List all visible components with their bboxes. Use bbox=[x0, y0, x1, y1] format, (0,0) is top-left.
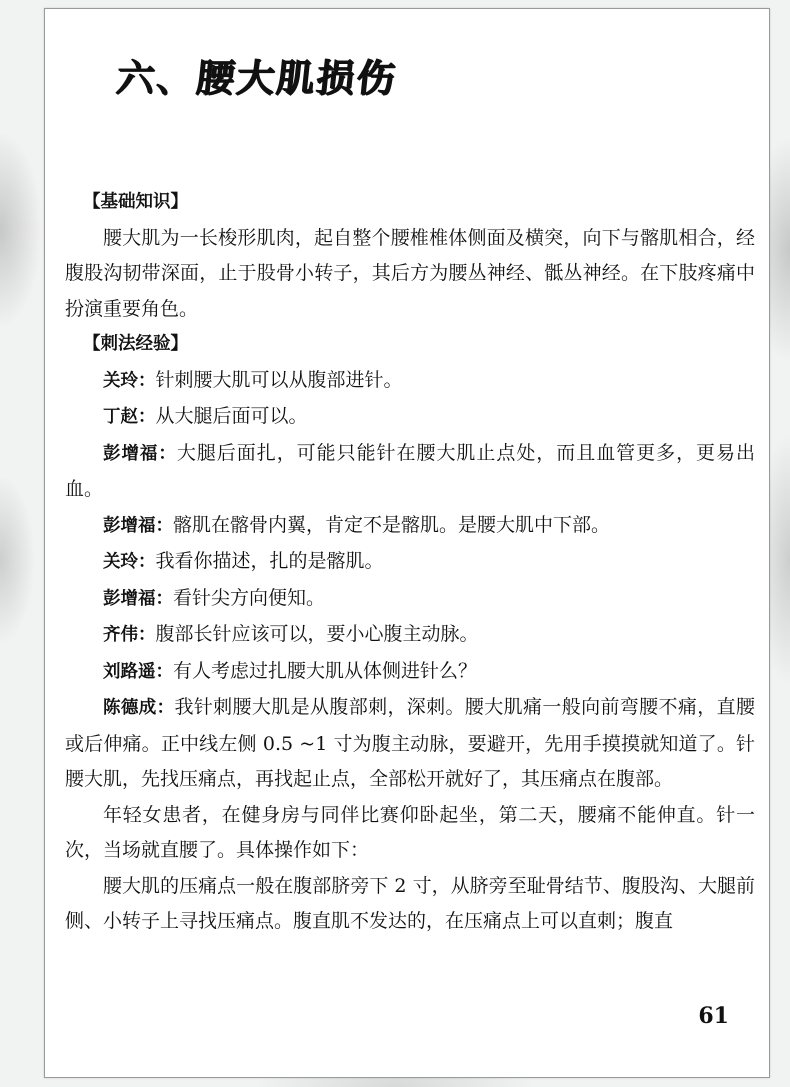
dialog-line bbox=[65, 617, 755, 654]
dialog-text: 我看你描述，扎的是髂肌。 bbox=[155, 550, 384, 572]
speaker-name: 丁赵： bbox=[103, 407, 156, 427]
dialog-text: 腹部长针应该可以，要小心腹主动脉。 bbox=[155, 623, 479, 645]
dialog-line bbox=[65, 690, 755, 798]
basic-paragraph: 腰大肌为一长梭形肌肉，起自整个腰椎椎体侧面及横突，向下与髂肌相合，经腹股沟韧带深面，止于股骨小转子，其后方为腰丛神经、骶丛神经。在下肢疼痛中扮演重要角色。 bbox=[65, 226, 755, 320]
case-paragraph: 年轻女患者，在健身房与同伴比赛仰卧起坐，第二天，腰痛不能伸直。针一次，当场就直腰了。具体操作如下： bbox=[65, 803, 755, 861]
chapter-title: 六、腰大肌损伤 bbox=[114, 56, 399, 100]
dialog-line bbox=[65, 544, 755, 581]
book-page bbox=[44, 8, 770, 1078]
speaker-name: 关玲： bbox=[103, 370, 156, 391]
dialog-line bbox=[65, 363, 755, 400]
dialog-text: 我针刺腰大肌是从腹部刺，深刺。腰大肌痛一般向前弯腰不痛，直腰或后伸痛。正中线左侧 0.5 ~1 寸为腹主动脉，要避开，先用手摸摸就知道了。针腰大肌，先找压痛点，再找起止点，全部松开就好了，其压痛点在腹部。 bbox=[65, 696, 755, 790]
page-number: 61 bbox=[698, 1003, 729, 1029]
page-content bbox=[65, 185, 755, 940]
speaker-name: 关玲： bbox=[103, 552, 156, 572]
dialog-line bbox=[65, 581, 755, 618]
section-heading-experience: 【刺法经验】 bbox=[83, 334, 188, 354]
dialog-text: 大腿后面扎，可能只能针在腰大肌止点处，而且血管更多，更易出血。 bbox=[65, 441, 755, 500]
dialog-text: 针刺腰大肌可以从腹部进针。 bbox=[155, 368, 403, 391]
speaker-name: 陈德成： bbox=[103, 698, 175, 718]
dialog-text: 髂肌在髂骨内翼，肯定不是髂肌。是腰大肌中下部。 bbox=[173, 513, 611, 536]
speaker-name: 齐伟： bbox=[103, 625, 156, 645]
section-heading-basic: 【基础知识】 bbox=[83, 192, 188, 212]
procedure-paragraph: 腰大肌的压痛点一般在腹部脐旁下 2 寸，从脐旁至耻骨结节、腹股沟、大腿前侧、小转子上寻找压痛点。腹直肌不发达的，在压痛点上可以直刺；腹直 bbox=[65, 874, 755, 932]
speaker-name: 彭增福： bbox=[103, 515, 173, 536]
dialog-text: 看针尖方向便知。 bbox=[173, 586, 326, 609]
dialog-text: 有人考虑过扎腰大肌从体侧进针么？ bbox=[173, 659, 478, 682]
dialog-text: 从大腿后面可以。 bbox=[155, 405, 308, 427]
dialog-line bbox=[65, 654, 755, 691]
speaker-name: 彭增福： bbox=[103, 443, 177, 464]
speaker-name: 彭增福： bbox=[103, 588, 173, 609]
speaker-name: 刘路遥： bbox=[103, 661, 173, 682]
dialog-line bbox=[65, 436, 755, 508]
dialog-line bbox=[65, 508, 755, 545]
dialog-line bbox=[65, 399, 755, 436]
